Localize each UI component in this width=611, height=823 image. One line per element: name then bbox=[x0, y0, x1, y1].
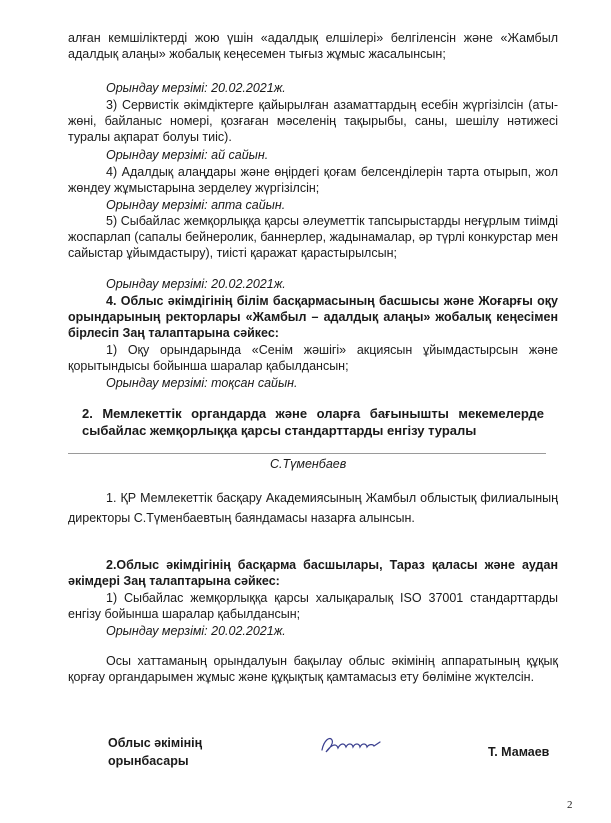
page-number: 2 bbox=[567, 799, 573, 811]
signatory-title-line1: Облыс әкімінің bbox=[108, 736, 203, 750]
speaker-divider bbox=[68, 453, 546, 454]
signatory-name: Т. Мамаев bbox=[488, 745, 550, 759]
deadline-3: Орындау мерзімі: ай сайын. bbox=[106, 148, 269, 162]
signatory-title-line2: орынбасары bbox=[108, 754, 189, 768]
agenda-2-heading: 2.Облыс әкімдігінің басқарма басшылары, Тараз қаласы және аудан әкімдері Заң талаптарына сәйкес: bbox=[68, 558, 558, 589]
deadline-1: Орындау мерзімі: 20.02.2021ж. bbox=[106, 81, 286, 95]
speaker-name: С.Түменбаев bbox=[270, 457, 347, 471]
deadline-4: Орындау мерзімі: апта сайын. bbox=[106, 198, 286, 212]
agenda-2-title: 2. Мемлекеттік органдарда және оларға бағынышты мекемелерде сыбайлас жемқорлыққа қарсы стандарттарды енгізу туралы bbox=[82, 406, 544, 438]
section-4-item-1: 1) Оқу орындарында «Сенім жәшігі» акциясын ұйымдастырсын және қорытындысы бойынша шаралар қабылдансын; bbox=[68, 343, 558, 374]
section-4-heading: 4. Облыс әкімдігінің білім басқармасының басшысы және Жоғарғы оқу орындарының ректорлары «Жамбыл – адалдық алаңы» жобалық кеңесімен бірлесіп Заң талаптарына сәйкес: bbox=[68, 294, 558, 341]
agenda-2-item-1: 1) Сыбайлас жемқорлыққа қарсы халықаралық ISO 37001 стандарттарды енгізу бойынша шаралар қабылдансын; bbox=[68, 591, 558, 622]
closing-paragraph: Осы хаттаманың орындалуын бақылау облыс әкімінің аппаратының құқық қорғау органдарымен жұмыс және құқықтық қамтамасыз ету бөліміне жүктелсін. bbox=[68, 654, 558, 685]
paragraph-item-4: 4) Адалдық алаңдары және өңірдегі қоғам белсенділерін тарта отырып, жол жөндеу жұмыстарына зерделеу жүргізілсін; bbox=[68, 165, 558, 196]
agenda-2-deadline: Орындау мерзімі: 20.02.2021ж. bbox=[106, 624, 286, 638]
paragraph-item-5: 5) Сыбайлас жемқорлыққа қарсы әлеуметтік тапсырыстарды неғұрлым тиімді жоспарлап (сапалы бейнеролик, баннерлер, жадынамалар, әр түрлі конкурстар мен сайыстар ұйымдастыру), тиісті қаражат қарастырылсын; bbox=[68, 214, 558, 261]
paragraph-continuation: алған кемшіліктерді жою үшін «адалдық елшілері» белгіленсін және «Жамбыл адалдық алаңы» жобалық кеңесемен тығыз жұмыс жасалынсын; bbox=[68, 31, 558, 62]
deadline-5: Орындау мерзімі: 20.02.2021ж. bbox=[106, 277, 286, 291]
handwritten-signature bbox=[318, 732, 384, 758]
paragraph-item-3: 3) Сервистік әкімдіктерге қайырылған азаматтардың есебін жүргізілсін (аты-жөні, байланыс номері, қозғаған мәселенің тақырыбы, саны, шешілу нәтижесі туралы ақпарат болуы тиіс). bbox=[68, 98, 558, 145]
agenda-2-paragraph-1: 1. ҚР Мемлекеттік басқару Академиясының Жамбыл облыстық филиалының директоры С.Түменбаевтың баяндамасы назарға алынсын. bbox=[68, 491, 558, 525]
section-4-deadline: Орындау мерзімі: тоқсан сайын. bbox=[106, 376, 298, 390]
